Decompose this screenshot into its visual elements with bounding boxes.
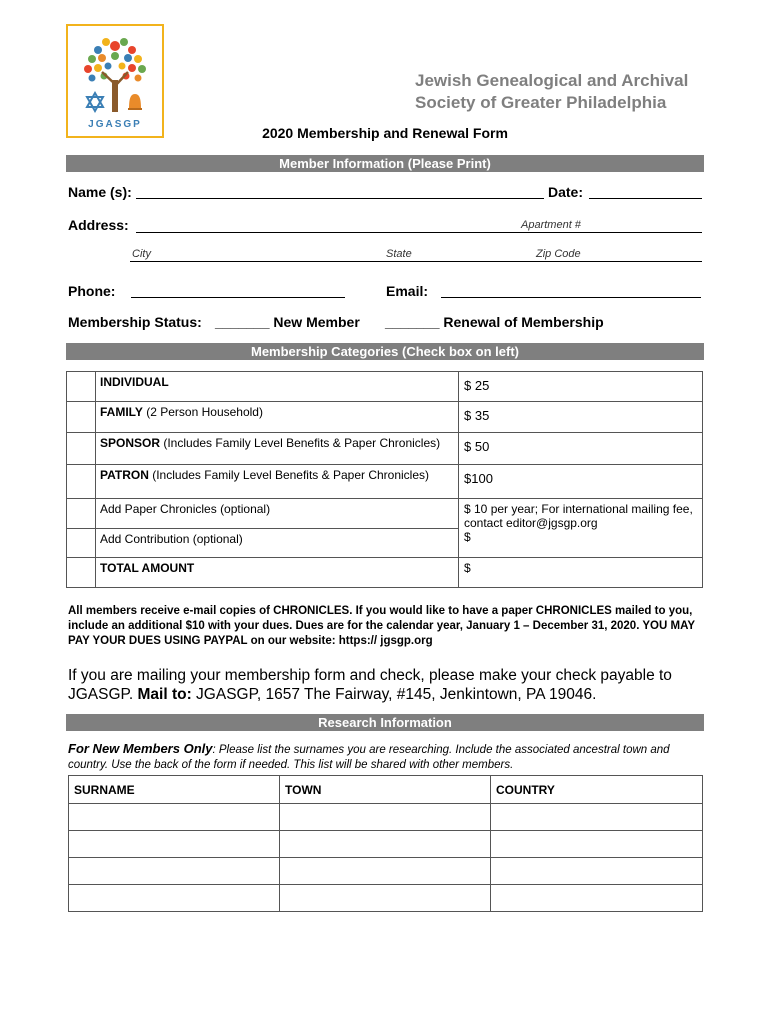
- category-row: [67, 465, 703, 499]
- mailing-instructions: [68, 666, 708, 704]
- surname-cell[interactable]: [69, 831, 280, 858]
- town-header: TOWN: [280, 776, 491, 804]
- org-name-line1: Jewish Genealogical and Archival: [415, 71, 689, 90]
- total-amount[interactable]: $: [459, 558, 703, 588]
- renewal-option[interactable]: [385, 314, 604, 330]
- logo-wordmark: JGASGP: [88, 119, 142, 130]
- country-cell[interactable]: [491, 885, 703, 912]
- renewal-blank: _______: [385, 314, 440, 330]
- membership-status-label: Membership Status:: [68, 314, 202, 330]
- paper-chronicles-checkbox[interactable]: [67, 499, 96, 529]
- tree-leaves: [84, 38, 146, 82]
- state-label: State: [386, 248, 412, 260]
- paper-chronicles-label: Add Paper Chronicles (optional): [96, 499, 459, 529]
- country-cell[interactable]: [491, 831, 703, 858]
- surname-cell[interactable]: [69, 858, 280, 885]
- research-row: [69, 804, 703, 831]
- star-of-david-icon: [87, 93, 103, 111]
- category-row: [67, 402, 703, 433]
- category-row: [67, 372, 703, 402]
- new-member-label: New Member: [273, 314, 360, 330]
- category-description: FAMILY (2 Person Household): [96, 402, 459, 433]
- email-field[interactable]: [441, 297, 701, 298]
- mailing-address: JGASGP, 1657 The Fairway, #145, Jenkintown, PA 19046.: [191, 686, 597, 703]
- zip-code-label: Zip Code: [536, 248, 581, 260]
- address-field[interactable]: [136, 232, 702, 233]
- phone-label: Phone:: [68, 283, 116, 299]
- membership-categories-table: [66, 371, 703, 588]
- category-description: INDIVIDUAL: [96, 372, 459, 402]
- category-checkbox[interactable]: [67, 465, 96, 499]
- date-field[interactable]: [589, 198, 702, 199]
- apartment-label: Apartment #: [521, 219, 581, 231]
- country-cell[interactable]: [491, 858, 703, 885]
- jgasgp-logo: [66, 24, 164, 138]
- city-state-zip-field[interactable]: [130, 261, 702, 262]
- phone-field[interactable]: [131, 297, 345, 298]
- org-name-line2: Society of Greater Philadelphia: [415, 93, 667, 112]
- organization-name: [415, 70, 688, 114]
- country-cell[interactable]: [491, 804, 703, 831]
- category-description: PATRON (Includes Family Level Benefits & Paper Chronicles): [96, 465, 459, 499]
- date-label: Date:: [548, 184, 584, 200]
- liberty-bell-icon: [128, 94, 142, 110]
- new-member-option[interactable]: [215, 314, 360, 330]
- total-label: TOTAL AMOUNT: [96, 558, 459, 588]
- name-label: Name (s):: [68, 184, 132, 200]
- category-description: SPONSOR (Includes Family Level Benefits & Paper Chronicles): [96, 433, 459, 465]
- mailing-text: If you are mailing your membership form and check, please make your check payable to JGASGP.: [68, 667, 672, 703]
- address-label: Address:: [68, 217, 129, 233]
- research-row: [69, 858, 703, 885]
- membership-categories-header: Membership Categories (Check box on left): [66, 343, 704, 360]
- contribution-label: Add Contribution (optional): [96, 529, 459, 558]
- name-field[interactable]: [136, 198, 544, 199]
- research-row: [69, 885, 703, 912]
- surname-header: SURNAME: [69, 776, 280, 804]
- email-label: Email:: [386, 283, 429, 299]
- form-title: 2020 Membership and Renewal Form: [262, 125, 508, 141]
- category-checkbox[interactable]: [67, 402, 96, 433]
- chronicles-note: All members receive e-mail copies of CHRONICLES. If you would like to have a paper CHRONICLES mailed to you, include an additional $10 with your dues. Dues are for the calendar year, January 1 – December 31, 2020. YOU MAY PAY YOUR DUES USING PAYPAL on our website: https:// jgsgp.org: [68, 605, 695, 647]
- total-checkbox[interactable]: [67, 558, 96, 588]
- mail-to-label: Mail to:: [137, 686, 192, 703]
- category-row: [67, 433, 703, 465]
- paper-chronicles-price: [459, 499, 703, 558]
- city-label: City: [132, 248, 151, 260]
- category-price: $ 50: [459, 433, 703, 465]
- total-row: [67, 558, 703, 588]
- category-price: $100: [459, 465, 703, 499]
- paper-chronicles-row: [67, 499, 703, 529]
- category-price: $ 25: [459, 372, 703, 402]
- surname-cell[interactable]: [69, 804, 280, 831]
- paper-chronicles-price-text: $ 10 per year; For international mailing fee, contact editor@jgsgp.org: [464, 502, 693, 530]
- contribution-checkbox[interactable]: [67, 529, 96, 558]
- surname-cell[interactable]: [69, 885, 280, 912]
- research-instructions: [68, 741, 708, 773]
- town-cell[interactable]: [280, 858, 491, 885]
- research-row: [69, 831, 703, 858]
- category-checkbox[interactable]: [67, 372, 96, 402]
- renewal-label: Renewal of Membership: [443, 314, 604, 330]
- research-table: [68, 775, 703, 912]
- member-info-header: Member Information (Please Print): [66, 155, 704, 172]
- town-cell[interactable]: [280, 804, 491, 831]
- category-checkbox[interactable]: [67, 433, 96, 465]
- town-cell[interactable]: [280, 831, 491, 858]
- new-member-blank: _______: [215, 314, 270, 330]
- research-header-row: [69, 776, 703, 804]
- country-header: COUNTRY: [491, 776, 703, 804]
- contribution-amount[interactable]: $: [464, 530, 471, 544]
- research-info-header: Research Information: [66, 714, 704, 731]
- town-cell[interactable]: [280, 885, 491, 912]
- category-price: $ 35: [459, 402, 703, 433]
- new-members-only-label: For New Members Only: [68, 741, 213, 756]
- research-instructions-text: : Please list the surnames you are researching. Include the associated ancestral town and country. Use the back of the form if needed. This list will be shared with other members.: [68, 744, 670, 771]
